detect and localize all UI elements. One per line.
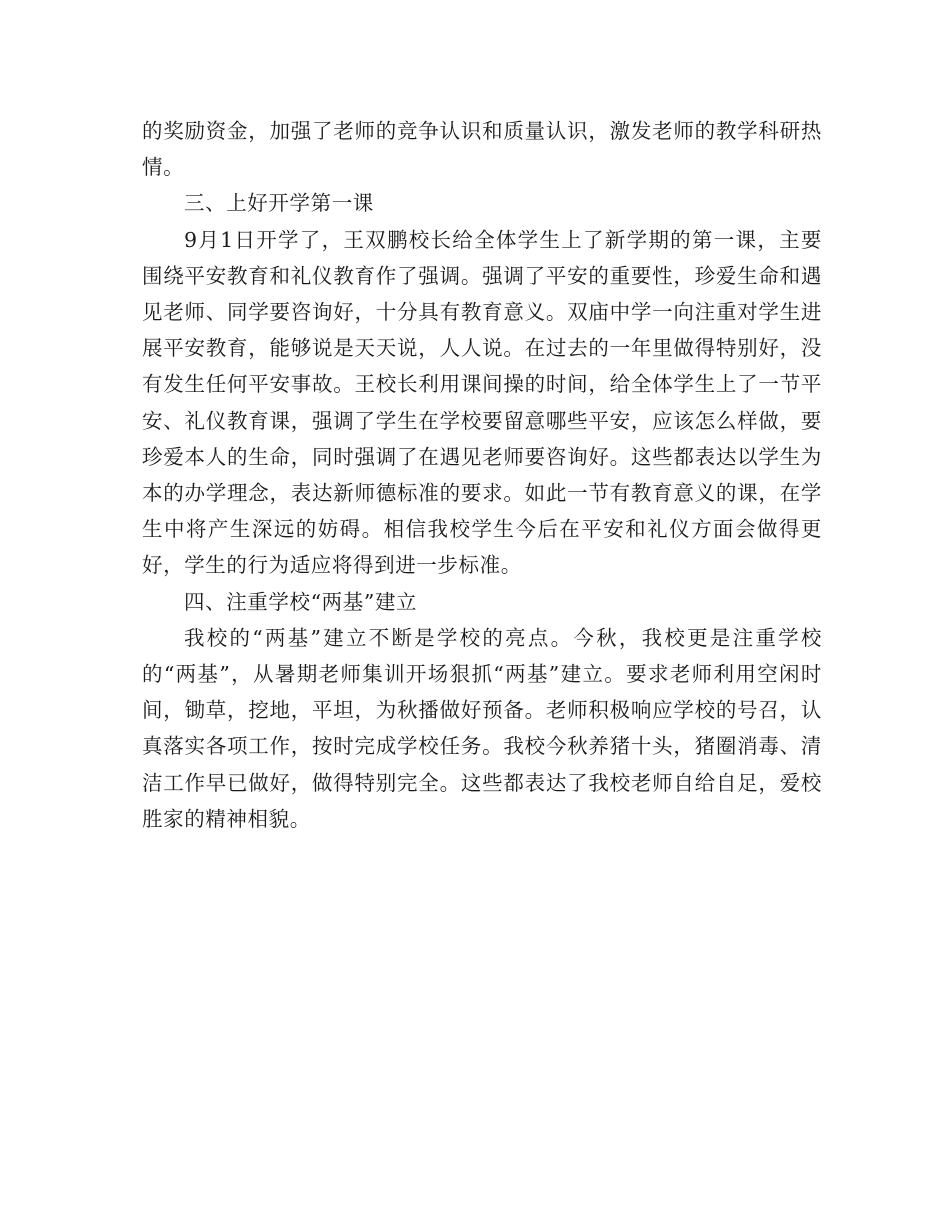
paragraph-two-basics: 我校的“两基”建立不断是学校的亮点。今秋，我校更是注重学校的“两基”，从暑期老师集训开场狠抓“两基”建立。要求老师利用空闲时间，锄草，挖地，平坦，为秋播做好预备。老师积极响应学校的号召，认真落实各项工作，按时完成学校任务。我校今秋养猪十头，猪圈消毒、清洁工作早已做好，做得特别完全。这些都表达了我校老师自给自足，爱校胜家的精神相貌。 <box>142 625 822 831</box>
paragraph-continuation: 的奖励资金，加强了老师的竞争认识和质量认识，激发老师的教学科研热情。 <box>142 119 822 180</box>
section-heading-4: 四、注重学校“两基”建立 <box>184 589 418 614</box>
paragraph-first-lesson: 9月1日开学了，王双鹏校长给全体学生上了新学期的第一课，主要围绕平安教育和礼仪教育作了强调。强调了平安的重要性，珍爱生命和遇见老师、同学要咨询好，十分具有教育意义。双庙中学一向注重对学生进展平安教育，能够说是天天说，人人说。在过去的一年里做得特别好，没有发生任何平安事故。王校长利用课间操的时间，给全体学生上了一节平安、礼仪教育课，强调了学生在学校要留意哪些平安，应该怎么样做，要珍爱本人的生命，同时强调了在遇见老师要咨询好。这些都表达以学生为本的办学理念，表达新师德标准的要求。如此一节有教育意义的课，在学生中将产生深远的妨碍。相信我校学生今后在平安和礼仪方面会做得更好，学生的行为适应将得到进一步标准。 <box>142 227 822 578</box>
document-body <box>142 113 822 837</box>
section-heading-3: 三、上好开学第一课 <box>184 191 374 216</box>
